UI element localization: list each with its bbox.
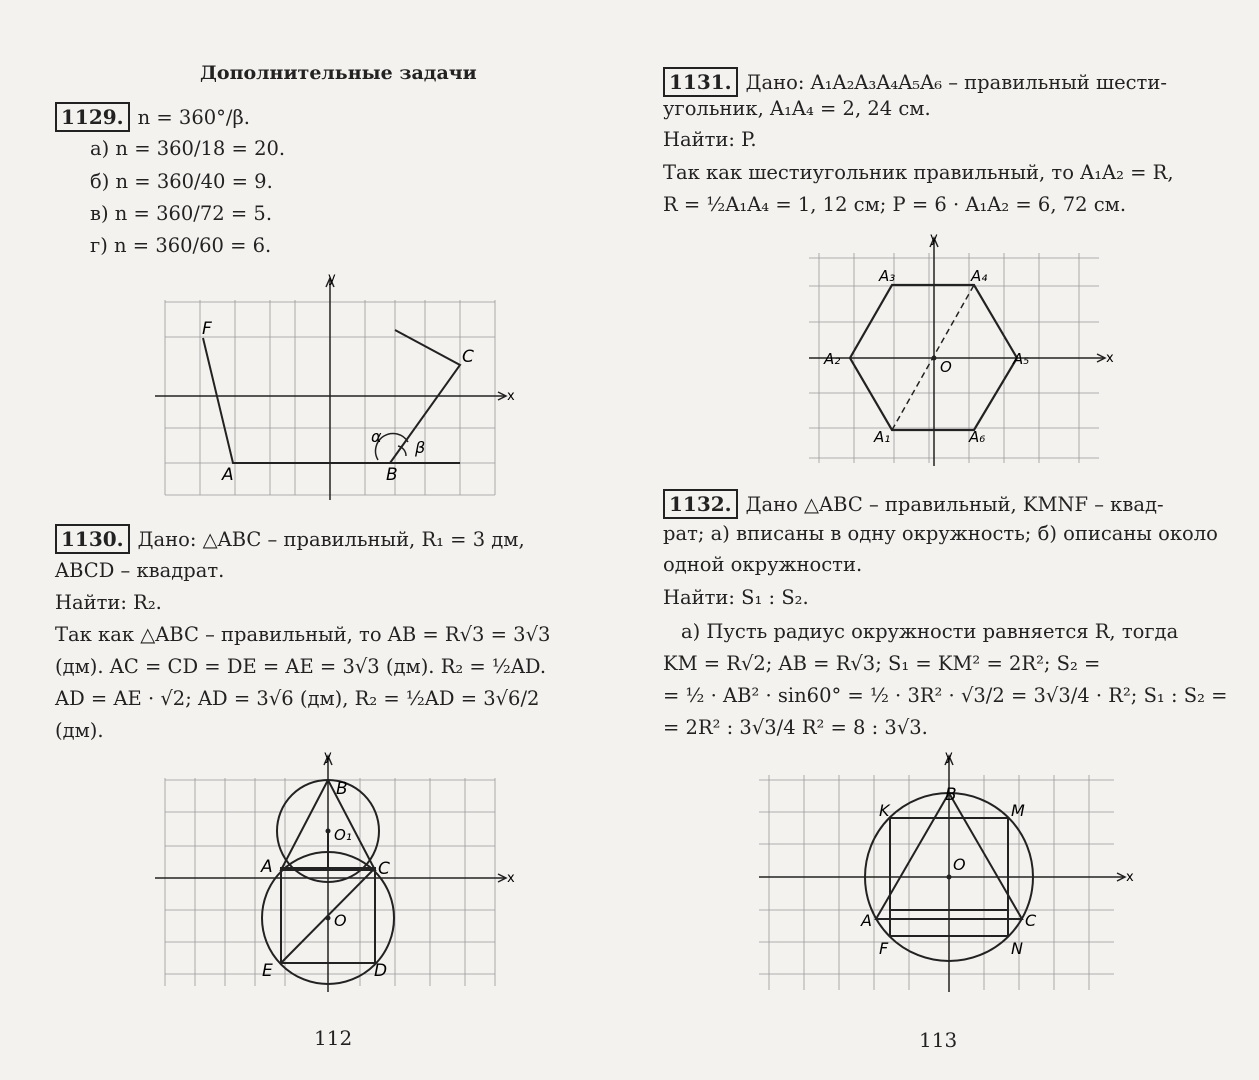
problem-1132-given3: одной окружности. <box>663 553 863 576</box>
problem-1132-solution-3: = ½ · AB² · sin60° = ½ · 3R² · √3/2 = 3√3/4 · R²; S₁ : S₂ = <box>663 684 1228 707</box>
axes <box>759 756 1125 992</box>
page-number-left: 112 <box>314 1026 353 1050</box>
vertex-A3: A₃ <box>879 267 896 285</box>
vertex-A1: A₁ <box>874 428 891 446</box>
answer-a: а) n = 360/18 = 20. <box>90 137 286 160</box>
point-M: M <box>1011 801 1025 820</box>
point-B: B <box>945 785 957 805</box>
problem-1130-solution-3: AD = AE · √2; AD = 3√6 (дм), R₂ = ½AD = 3√6/2 <box>55 687 540 710</box>
figure-1130 <box>150 748 530 996</box>
point-N: N <box>1011 939 1023 958</box>
point-A: A <box>261 857 273 877</box>
center-o <box>947 875 952 880</box>
page-number-right: 113 <box>919 1028 958 1052</box>
problem-1130-given2: ABCD – квадрат. <box>55 559 225 582</box>
problem-1130-solution-4: (дм). <box>55 719 104 742</box>
problem-1132-given2: рат; а) вписаны в одну окружность; б) описаны около <box>663 522 1218 545</box>
axis-y-label: y <box>328 271 336 286</box>
left-page <box>0 0 629 1080</box>
point-K: K <box>879 801 890 820</box>
point-C: C <box>462 347 474 367</box>
section-title: Дополнительные задачи <box>200 62 477 84</box>
axis-x-label: x <box>1126 870 1134 885</box>
axis-x-label: x <box>507 389 515 404</box>
axis-x-label: x <box>507 871 515 886</box>
problem-1130-given: Дано: △ABC – правильный, R₁ = 3 дм, <box>137 528 525 551</box>
center-o <box>326 916 331 921</box>
point-O1: O₁ <box>334 826 352 844</box>
problem-1131-solution-1: Так как шестиугольник правильный, то A₁A₂ = R, <box>663 161 1174 184</box>
point-A: A <box>861 911 872 930</box>
problem-1131-find: Найти: P. <box>663 128 757 151</box>
grid <box>759 775 1114 990</box>
problem-1129-formula: n = 360°/β. <box>137 106 250 129</box>
figure-1131 <box>799 228 1119 468</box>
center-o <box>932 356 937 361</box>
vertex-A6: A₆ <box>969 428 986 446</box>
problem-1130-find: Найти: R₂. <box>55 591 162 614</box>
point-C: C <box>378 859 390 879</box>
point-F: F <box>879 939 889 958</box>
point-O: O <box>334 911 347 930</box>
point-E: E <box>262 961 273 981</box>
point-D: D <box>374 961 388 981</box>
angle-beta: β <box>415 438 426 457</box>
axis-y-label: y <box>930 231 938 246</box>
problem-1132-solution-1: а) Пусть радиус окружности равняется R, тогда <box>681 620 1179 643</box>
answer-b: б) n = 360/40 = 9. <box>90 170 273 193</box>
problem-1132-header <box>663 489 1164 519</box>
problem-number-1130: 1130. <box>55 524 130 554</box>
axis-y-label: y <box>324 749 332 764</box>
axes <box>155 278 506 500</box>
center-label: O <box>953 855 966 874</box>
point-B: B <box>386 465 398 485</box>
problem-1132-solution-2: KM = R√2; AB = R√3; S₁ = KM² = 2R²; S₂ = <box>663 652 1101 675</box>
problem-1131-given: Дано: A₁A₂A₃A₄A₅A₆ – правильный шести- <box>745 71 1167 94</box>
problem-1132-given: Дано △ABC – правильный, KMNF – квад- <box>745 493 1164 516</box>
figure-1129 <box>150 270 530 505</box>
right-page <box>629 0 1259 1080</box>
center-o1 <box>326 829 331 834</box>
point-B: B <box>336 779 348 799</box>
point-C: C <box>1025 911 1037 930</box>
point-A: A <box>222 465 234 485</box>
axis-x-label: x <box>1106 351 1114 366</box>
problem-1130-solution-1: Так как △ABC – правильный, то AB = R√3 = 3√3 <box>55 623 551 646</box>
problem-number-1129: 1129. <box>55 102 130 132</box>
axis-y-label: y <box>945 750 953 764</box>
axes <box>155 756 506 992</box>
problem-1131-header <box>663 67 1167 97</box>
center-label: O <box>940 358 952 376</box>
problem-1129-header <box>55 102 250 132</box>
problem-1131-given2: угольник, A₁A₄ = 2, 24 см. <box>663 97 931 120</box>
angle-alpha: α <box>371 427 382 446</box>
vertex-A2: A₂ <box>824 350 841 368</box>
problem-1132-find: Найти: S₁ : S₂. <box>663 586 809 609</box>
vertex-A4: A₄ <box>971 267 988 285</box>
problem-1130-header <box>55 524 525 554</box>
problem-1131-solution-2: R = ½A₁A₄ = 1, 12 см; P = 6 · A₁A₂ = 6, 72 см. <box>663 193 1127 216</box>
point-F: F <box>202 319 212 339</box>
vertex-A5: A₅ <box>1013 350 1030 368</box>
figure-1132 <box>739 750 1149 998</box>
answer-c: в) n = 360/72 = 5. <box>90 202 273 225</box>
problem-1132-solution-4: = 2R² : 3√3/4 R² = 8 : 3√3. <box>663 716 928 739</box>
answer-d: г) n = 360/60 = 6. <box>90 234 272 257</box>
problem-number-1132: 1132. <box>663 489 738 519</box>
problem-1130-solution-2: (дм). AC = CD = DE = AE = 3√3 (дм). R₂ = ½AD. <box>55 655 547 678</box>
problem-number-1131: 1131. <box>663 67 738 97</box>
